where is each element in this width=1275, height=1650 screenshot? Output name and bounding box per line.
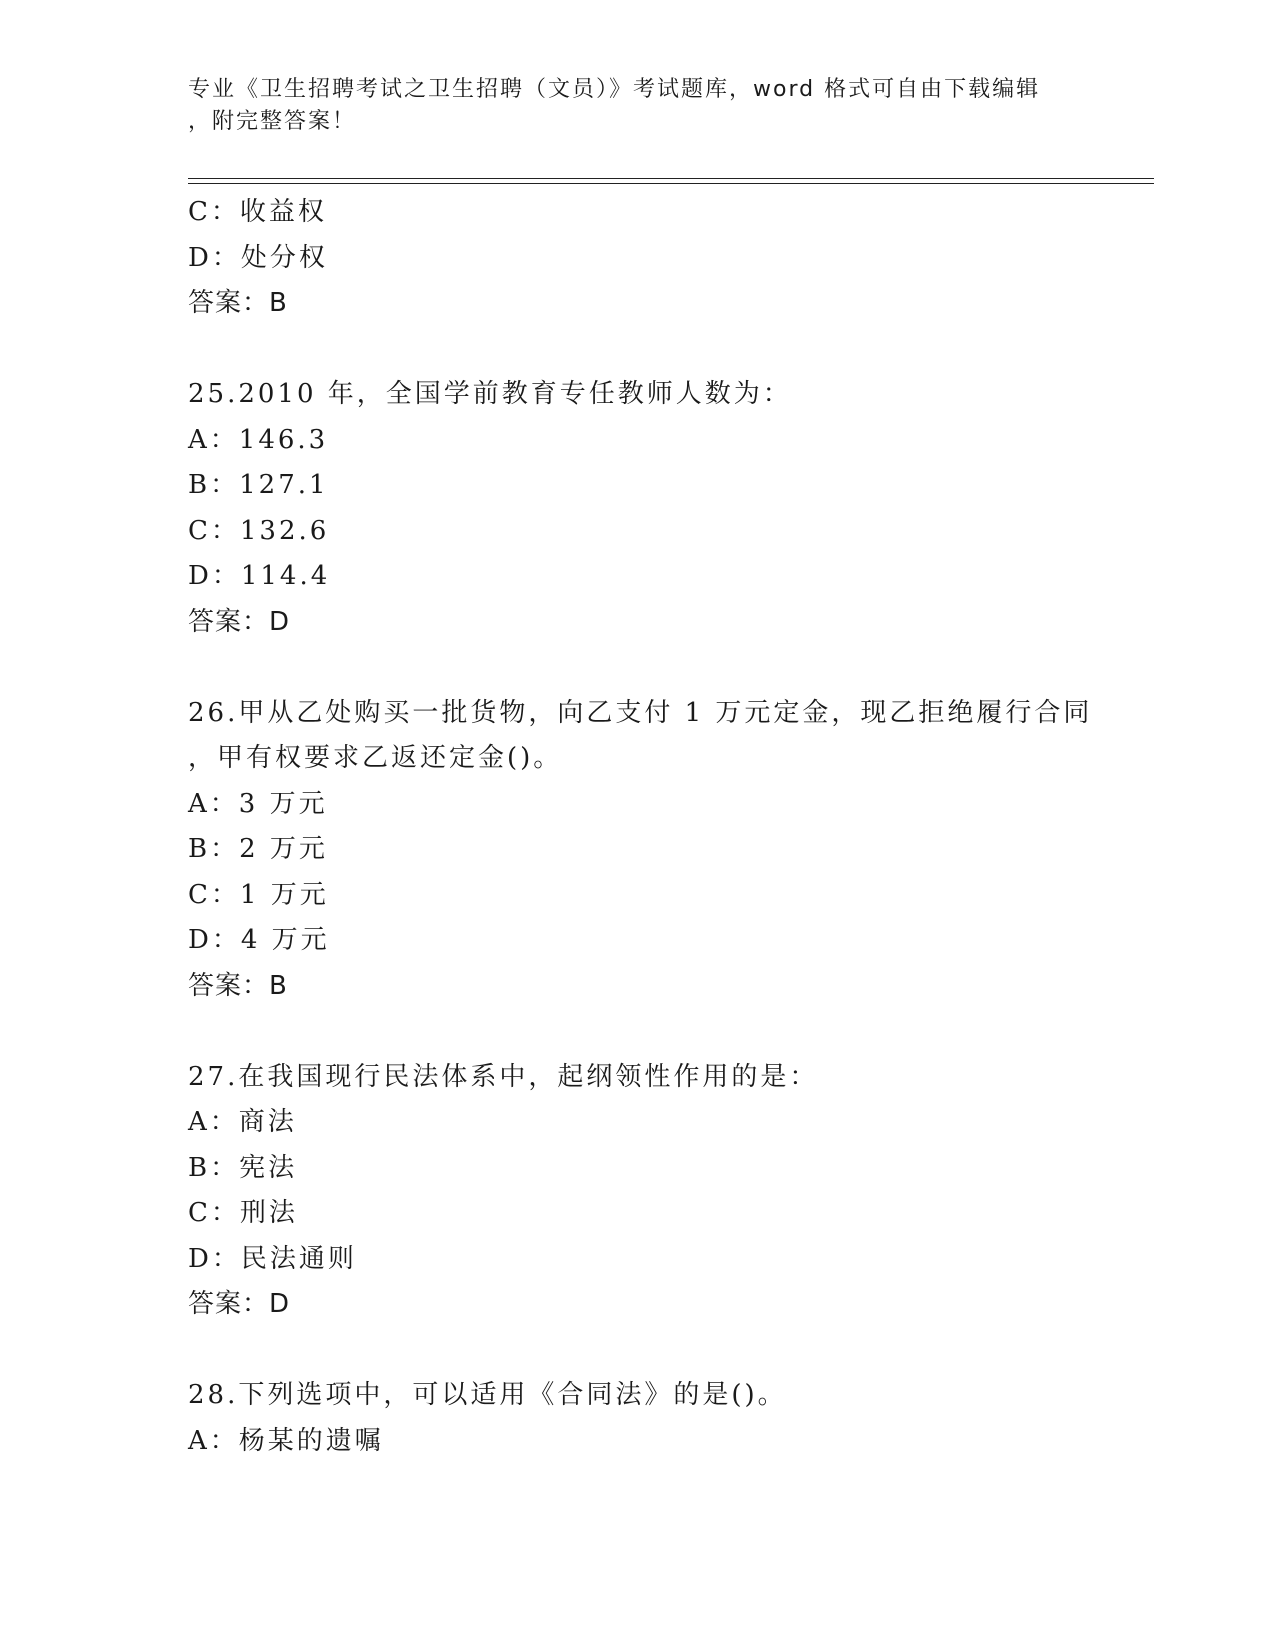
header-line-1: 专业《卫生招聘考试之卫生招聘（文员）》考试题库，word 格式可自由下载编辑 <box>188 77 1041 102</box>
option-b: B：127.1 <box>188 470 329 500</box>
header-divider-top <box>188 178 1154 179</box>
option-d: D：4 万元 <box>188 925 330 955</box>
question-text: 25.2010 年，全国学前教育专任教师人数为： <box>188 379 792 409</box>
question-26 <box>188 691 1148 1010</box>
option-b: B：宪法 <box>188 1152 298 1183</box>
option-a: A：3 万元 <box>188 788 328 819</box>
question-text: 28.下列选项中，可以适用《合同法》的是()。 <box>188 1380 787 1410</box>
spacer <box>188 1328 1148 1374</box>
question-25 <box>188 372 1148 645</box>
answer-line: 答案：B <box>188 288 288 318</box>
question-text: 26.甲从乙处购买一批货物，向乙支付 1 万元定金，现乙拒绝履行合同 <box>188 697 1093 728</box>
header-line-2: ，附完整答案！ <box>188 109 357 134</box>
option-c: C：132.6 <box>188 515 330 546</box>
option-d: D：114.4 <box>188 561 331 591</box>
question-27 <box>188 1055 1148 1328</box>
question-24-continuation <box>188 190 1148 327</box>
answer-line: 答案：B <box>188 970 288 1001</box>
document-header <box>188 74 1088 138</box>
question-list <box>188 190 1148 1464</box>
option-c: C：1 万元 <box>188 879 329 910</box>
option-a: A：商法 <box>188 1107 297 1137</box>
option-a: A：杨某的遗嘱 <box>188 1425 384 1456</box>
answer-line: 答案：D <box>188 606 291 637</box>
header-divider-bottom <box>188 183 1154 184</box>
spacer <box>188 327 1148 373</box>
option-c: C：收益权 <box>188 197 327 227</box>
question-text: 27.在我国现行民法体系中，起纲领性作用的是： <box>188 1061 819 1092</box>
option-b: B：2 万元 <box>188 834 328 864</box>
option-d: D：民法通则 <box>188 1243 357 1274</box>
answer-line: 答案：D <box>188 1289 291 1319</box>
question-text-continued: ，甲有权要求乙返还定金()。 <box>188 743 563 773</box>
option-c: C：刑法 <box>188 1198 298 1228</box>
option-a: A：146.3 <box>188 424 329 455</box>
spacer <box>188 1009 1148 1055</box>
spacer <box>188 645 1148 691</box>
option-d: D：处分权 <box>188 242 328 273</box>
question-28 <box>188 1373 1148 1464</box>
